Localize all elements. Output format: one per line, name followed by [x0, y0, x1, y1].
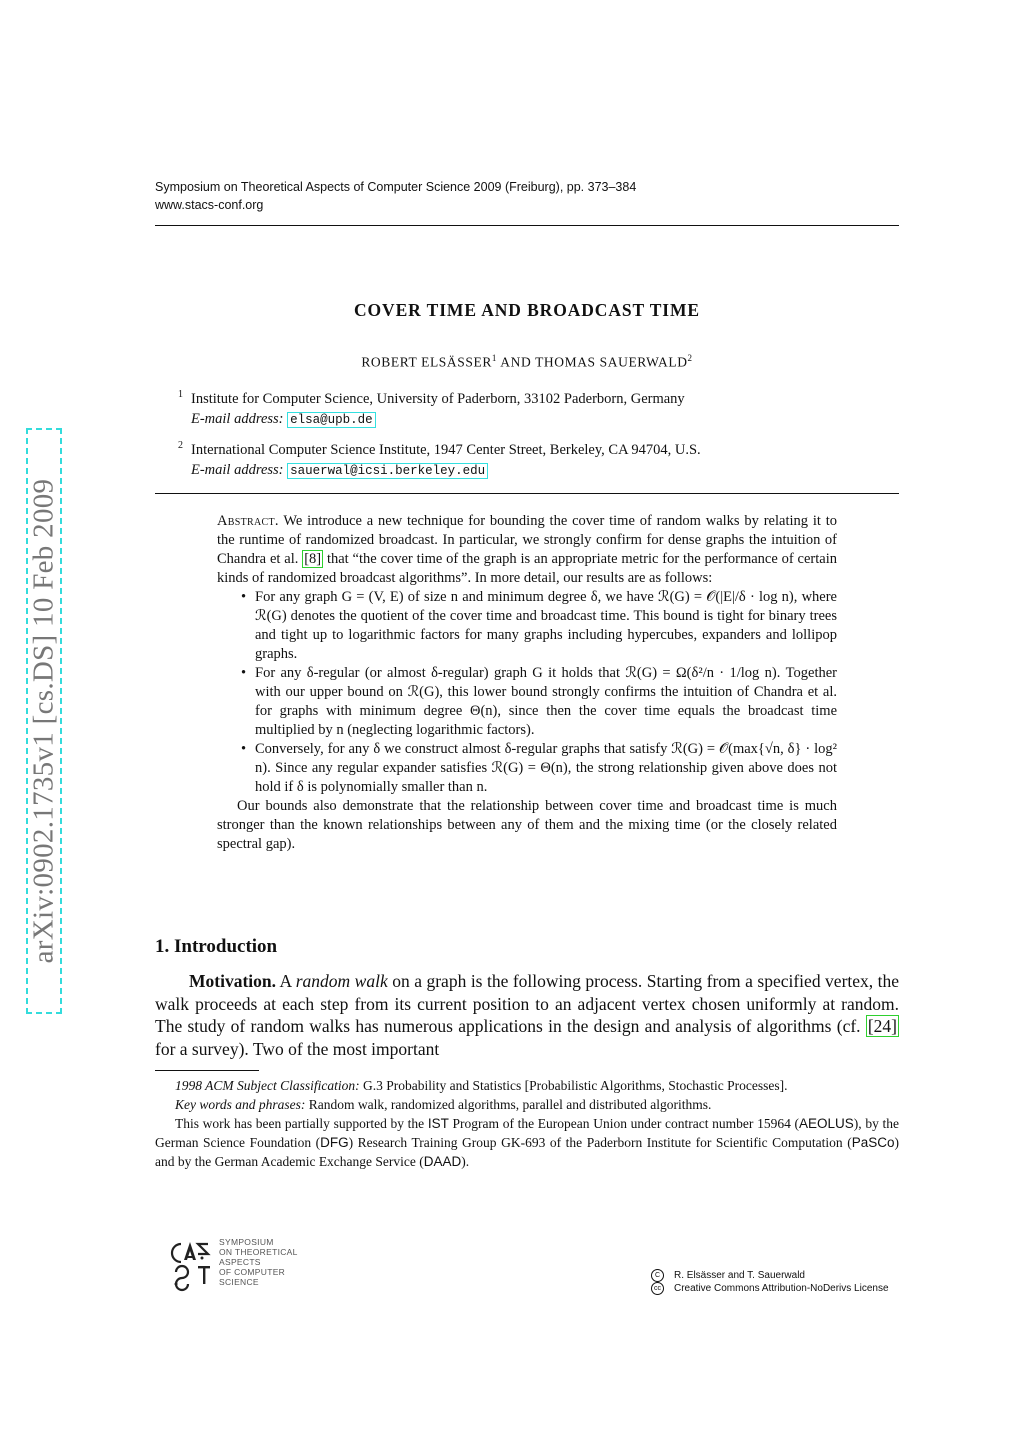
- aeolus-acronym: AEOLUS: [799, 1116, 854, 1131]
- footnote-acm: [155, 1076, 899, 1095]
- logo-line: SYMPOSIUM: [219, 1237, 274, 1247]
- support-text: Program of the European Union under contract number 15964 (: [452, 1116, 800, 1131]
- conference-name: Symposium on Theoretical Aspects of Computer Science 2009 (Freiburg), pp. 373–384: [155, 180, 637, 194]
- result-text: For any graph G = (V, E) of size n and minimum degree δ, we have ℛ(G) = 𝒪(|E|/δ · log n), where ℛ(G) denotes the quotient of the cover time and broadcast time. This bound is tight for binary trees and tight up to logarithmic factors for many graphs including hypercubes, expanders and lollipop graphs.: [255, 589, 837, 662]
- bullet-icon: •: [241, 665, 247, 681]
- affiliation-1-email-label: E-mail address:: [191, 411, 284, 427]
- acm-label: 1998 ACM Subject Classification:: [175, 1078, 360, 1093]
- section-heading-introduction: 1. Introduction: [155, 936, 278, 957]
- creative-commons-icon: cc: [651, 1282, 664, 1295]
- copyright-line: [651, 1269, 889, 1282]
- bullet-icon: •: [241, 589, 247, 605]
- random-walk-term: random walk: [295, 971, 388, 991]
- ist-acronym: IST: [427, 1116, 449, 1131]
- conference-website: www.stacs-conf.org: [155, 198, 264, 212]
- support-text: ).: [461, 1154, 470, 1169]
- citation-24-link[interactable]: [24]: [867, 1016, 897, 1036]
- author-2: THOMAS SAUERWALD: [535, 354, 688, 370]
- affiliation-1: [178, 389, 898, 430]
- license-text: Creative Commons Attribution-NoDerivs License: [674, 1283, 889, 1295]
- affiliation-2-number: 2: [178, 440, 183, 451]
- abstract-intro: [217, 512, 837, 588]
- affiliation-2-email-link[interactable]: sauerwal@icsi.berkeley.edu: [287, 463, 488, 479]
- abstract-intro-a: We introduce a new technique for bounding the cover time of random walks by relating it to the runtime of randomized broadcast. In particular, we strongly confirm for dense graphs the intuition of Chandra et al.: [217, 513, 837, 567]
- motivation-label: Motivation.: [189, 971, 277, 991]
- stacs-logo-text: [219, 1237, 298, 1287]
- bullet-icon: •: [241, 741, 247, 757]
- pasco-acronym: PaSCo: [851, 1135, 895, 1150]
- arxiv-stamp-link[interactable]: [26, 428, 62, 1014]
- keywords-label: Key words and phrases:: [175, 1097, 306, 1112]
- header-rule: [155, 225, 899, 226]
- introduction-paragraph: [155, 970, 899, 1060]
- affiliation-rule: [155, 493, 899, 494]
- author-1-sup: 1: [491, 353, 498, 363]
- keywords-text: Random walk, randomized algorithms, parallel and distributed algorithms.: [308, 1097, 712, 1112]
- abstract-label: Abstract.: [217, 513, 279, 529]
- daad-acronym: DAAD: [423, 1154, 462, 1169]
- logo-line: ON THEORETICAL: [219, 1247, 298, 1257]
- acm-text: G.3 Probability and Statistics [Probabilistic Algorithms, Stochastic Processes].: [363, 1078, 788, 1093]
- dfg-acronym: DFG: [320, 1135, 349, 1150]
- abstract: [217, 512, 837, 854]
- affiliation-1-text: Institute for Computer Science, University of Paderborn, 33102 Paderborn, Germany: [191, 391, 685, 407]
- support-text: This work has been partially supported by the: [175, 1116, 425, 1131]
- result-item: [217, 664, 837, 740]
- affiliation-1-number: 1: [178, 389, 183, 400]
- logo-line: OF COMPUTER: [219, 1267, 286, 1277]
- result-text: For any δ-regular (or almost δ-regular) graph G it holds that ℛ(G) = Ω(δ²/n · 1/log n). Together with our upper bound on ℛ(G), this lower bound strongly confirms the intuition of Chandra et al. for graphs with minimum degree Θ(n), since then the cover time equals the broadcast time multiplied by n (neglecting logarithmic factors).: [255, 665, 837, 738]
- footnote-rule: [155, 1070, 259, 1071]
- author-2-sup: 2: [687, 353, 693, 363]
- author-1: ROBERT ELSÄSSER: [361, 354, 492, 370]
- license-block: [651, 1269, 889, 1295]
- abstract-intro-b: that “the cover time of the graph is an appropriate metric for the performance of certain kinds of randomized broadcast algorithms”. In more detail, our results are as follows:: [217, 551, 838, 586]
- support-text: ) and by the German Academic Exchange Service (: [155, 1135, 899, 1169]
- paper-title: COVER TIME AND BROADCAST TIME: [353, 300, 701, 320]
- author-and: AND: [500, 354, 532, 370]
- abstract-closing: Our bounds also demonstrate that the relationship between cover time and broadcast time is much stronger than the known relationships between any of them and the mixing time (or the closely related spectral gap).: [217, 798, 837, 852]
- intro-text-a: A: [279, 971, 292, 991]
- result-text: Conversely, for any δ we construct almost δ-regular graphs that satisfy ℛ(G) = 𝒪(max{√n, δ} · log² n). Since any regular expander satisfies ℛ(G) = Θ(n), the strong relationship given above does not hold if δ is polynomially smaller than n.: [255, 741, 837, 795]
- footnote-keywords: [155, 1095, 899, 1114]
- affiliation-2: [178, 440, 898, 481]
- affiliation-2-email-label: E-mail address:: [191, 462, 284, 478]
- intro-text-c: for a survey). Two of the most important: [155, 1038, 440, 1059]
- copyright-authors: R. Elsässer and T. Sauerwald: [674, 1270, 805, 1282]
- logo-line: ASPECTS: [219, 1257, 261, 1267]
- footnotes: [155, 1076, 899, 1171]
- footnote-support: [155, 1114, 899, 1171]
- affiliation-2-text: International Computer Science Institute, 1947 Center Street, Berkeley, CA 94704, U.S.: [191, 442, 701, 458]
- affiliation-1-email-link[interactable]: elsa@upb.de: [287, 412, 376, 428]
- result-item: [217, 588, 837, 664]
- abstract-results-list: [217, 588, 837, 797]
- intro-text-b: on a graph is the following process. Starting from a specified vertex, the walk proceeds at each step from its current position to an adjacent vertex chosen uniformly at random. The study of random walks has numerous applications in the design and analysis of algorithms (cf.: [155, 971, 900, 1036]
- support-text: ) Research Training Group GK-693 of the Paderborn Institute for Scientific Computation (: [348, 1135, 852, 1150]
- author-line: [155, 353, 899, 371]
- conference-header: [155, 178, 899, 214]
- citation-8-link[interactable]: [8]: [304, 551, 322, 567]
- logo-line: SCIENCE: [219, 1277, 259, 1287]
- result-item: [217, 740, 837, 797]
- support-text: ), by the German Science Foundation (: [155, 1116, 900, 1150]
- copyright-icon: C: [651, 1269, 664, 1282]
- cc-license-line: [651, 1282, 889, 1295]
- arxiv-stamp-text: arXiv:0902.1735v1 [cs.DS] 10 Feb 2009: [27, 478, 60, 964]
